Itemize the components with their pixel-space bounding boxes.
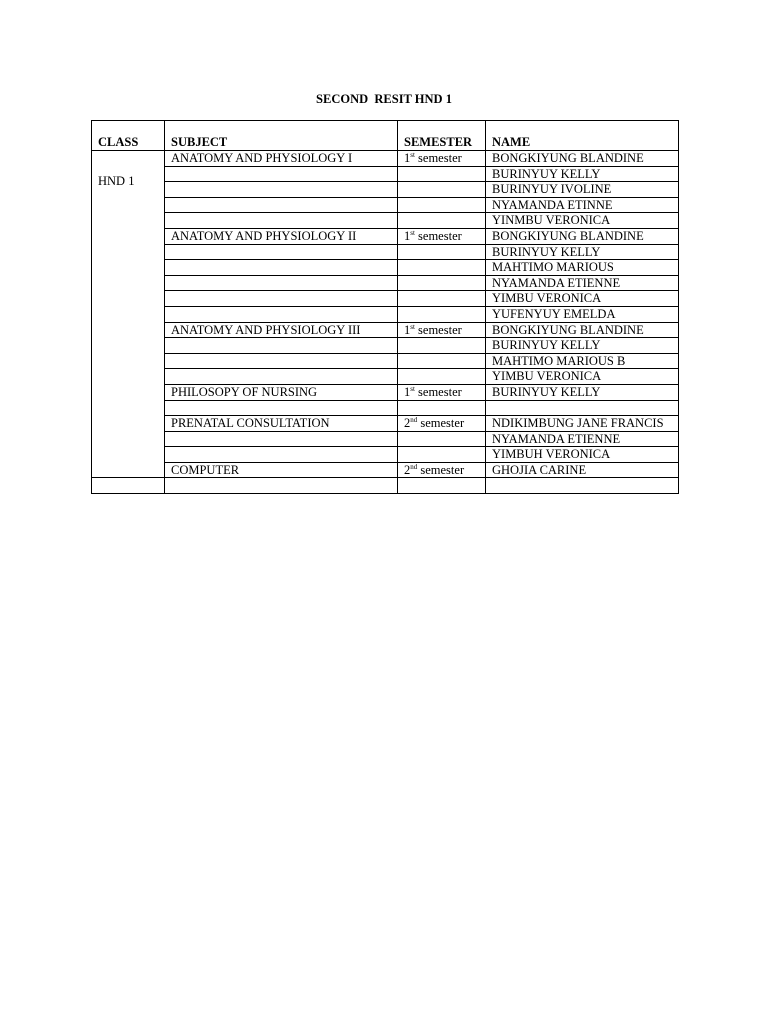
table-row: [92, 197, 679, 213]
table-row: [92, 182, 679, 198]
name-cell: NDIKIMBUNG JANE FRANCIS: [486, 416, 679, 432]
subject-cell: [165, 306, 398, 322]
subject-cell: ANATOMY AND PHYSIOLOGY III: [165, 322, 398, 338]
table-row: [92, 384, 679, 400]
name-cell: NYAMANDA ETIENNE: [486, 275, 679, 291]
semester-number: 2: [404, 462, 411, 477]
table-row: [92, 228, 679, 244]
semester-cell: [398, 462, 486, 478]
page-title: SECOND RESIT HND 1: [316, 92, 452, 106]
empty-cell: [165, 478, 398, 494]
semester-cell: [398, 166, 486, 182]
name-cell: BONGKIYUNG BLANDINE: [486, 322, 679, 338]
table-row: [92, 151, 679, 167]
subject-cell: PHILOSOPY OF NURSING: [165, 384, 398, 400]
table-row: [92, 166, 679, 182]
name-cell: YIMBU VERONICA: [486, 369, 679, 385]
table-row: [92, 400, 679, 416]
subject-cell: [165, 447, 398, 463]
name-cell: YINMBU VERONICA: [486, 213, 679, 229]
table-row: [92, 431, 679, 447]
semester-cell: [398, 244, 486, 260]
name-cell: YIMBU VERONICA: [486, 291, 679, 307]
subject-cell: [165, 275, 398, 291]
table-row: [92, 322, 679, 338]
subject-cell: [165, 338, 398, 354]
semester-cell: [398, 384, 486, 400]
semester-cell: [398, 228, 486, 244]
semester-word: semester: [414, 228, 462, 243]
name-cell: BURINYUY KELLY: [486, 244, 679, 260]
table-row: [92, 462, 679, 478]
semester-cell: [398, 353, 486, 369]
subject-cell: ANATOMY AND PHYSIOLOGY I: [165, 151, 398, 167]
header-name: NAME: [486, 121, 679, 151]
subject-cell: [165, 353, 398, 369]
name-cell: BONGKIYUNG BLANDINE: [486, 151, 679, 167]
table-row: [92, 291, 679, 307]
semester-cell: [398, 306, 486, 322]
semester-cell: [398, 338, 486, 354]
subject-cell: [165, 213, 398, 229]
table-row-empty: [92, 478, 679, 494]
semester-cell: [398, 182, 486, 198]
semester-cell: [398, 447, 486, 463]
semester-cell: [398, 213, 486, 229]
subject-cell: COMPUTER: [165, 462, 398, 478]
name-cell: YIMBUH VERONICA: [486, 447, 679, 463]
class-cell: HND 1: [92, 151, 165, 478]
table-row: [92, 353, 679, 369]
semester-ordinal: st: [410, 322, 415, 331]
table-row: [92, 244, 679, 260]
semester-cell: [398, 260, 486, 276]
semester-cell: [398, 431, 486, 447]
table-row: [92, 447, 679, 463]
semester-ordinal: nd: [410, 462, 418, 471]
semester-word: semester: [414, 384, 462, 399]
semester-number: 1: [404, 322, 411, 337]
name-cell: NYAMANDA ETINNE: [486, 197, 679, 213]
subject-cell: [165, 369, 398, 385]
semester-number: 2: [404, 416, 411, 431]
semester-word: semester: [414, 151, 462, 165]
semester-cell: [398, 400, 486, 416]
subject-cell: [165, 291, 398, 307]
semester-word: semester: [414, 322, 462, 337]
subject-cell: [165, 400, 398, 416]
semester-cell: [398, 416, 486, 432]
header-class: CLASS: [92, 121, 165, 151]
semester-ordinal: st: [410, 228, 415, 237]
empty-cell: [398, 478, 486, 494]
empty-cell: [92, 478, 165, 494]
semester-number: 1: [404, 384, 411, 399]
semester-cell: [398, 322, 486, 338]
name-cell: GHOJIA CARINE: [486, 462, 679, 478]
name-cell: [486, 400, 679, 416]
subject-cell: [165, 431, 398, 447]
table-row: [92, 306, 679, 322]
semester-word: semester: [417, 416, 465, 431]
semester-number: 1: [404, 228, 411, 243]
name-cell: BURINYUY KELLY: [486, 384, 679, 400]
table-row: [92, 416, 679, 432]
table-row: [92, 260, 679, 276]
header-subject: SUBJECT: [165, 121, 398, 151]
subject-cell: [165, 182, 398, 198]
semester-cell: [398, 369, 486, 385]
name-cell: NYAMANDA ETIENNE: [486, 431, 679, 447]
table-body: [92, 151, 679, 494]
table-row: [92, 369, 679, 385]
name-cell: YUFENYUY EMELDA: [486, 306, 679, 322]
subject-cell: [165, 197, 398, 213]
empty-cell: [486, 478, 679, 494]
table-row: [92, 213, 679, 229]
subject-cell: PRENATAL CONSULTATION: [165, 416, 398, 432]
header-semester: SEMESTER: [398, 121, 486, 151]
semester-cell: [398, 151, 486, 167]
name-cell: BURINYUY KELLY: [486, 338, 679, 354]
semester-ordinal: nd: [410, 415, 418, 424]
name-cell: MAHTIMO MARIOUS: [486, 260, 679, 276]
name-cell: BURINYUY IVOLINE: [486, 182, 679, 198]
semester-cell: [398, 197, 486, 213]
subject-cell: [165, 260, 398, 276]
semester-ordinal: st: [410, 384, 415, 393]
table-row: [92, 275, 679, 291]
resit-table: [91, 120, 679, 494]
name-cell: MAHTIMO MARIOUS B: [486, 353, 679, 369]
subject-cell: [165, 244, 398, 260]
table-row: [92, 338, 679, 354]
semester-number: 1: [404, 151, 411, 165]
semester-word: semester: [417, 462, 465, 477]
name-cell: BURINYUY KELLY: [486, 166, 679, 182]
subject-cell: ANATOMY AND PHYSIOLOGY II: [165, 228, 398, 244]
subject-cell: [165, 166, 398, 182]
semester-cell: [398, 275, 486, 291]
semester-cell: [398, 291, 486, 307]
semester-ordinal: st: [410, 150, 415, 159]
name-cell: BONGKIYUNG BLANDINE: [486, 228, 679, 244]
table-header-row: [92, 121, 679, 151]
